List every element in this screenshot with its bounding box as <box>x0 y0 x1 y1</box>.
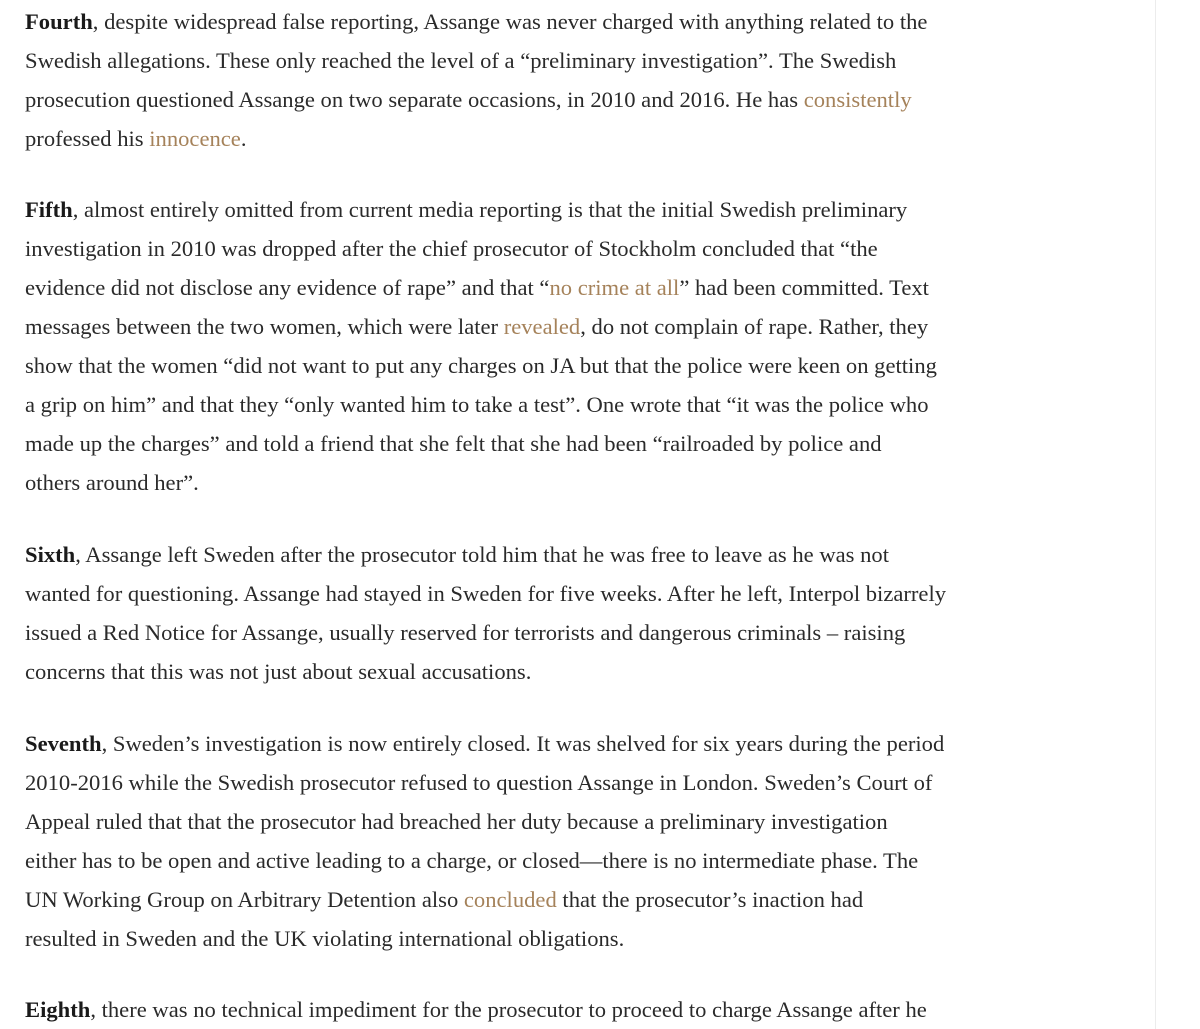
paragraph-lead: Fifth <box>25 197 73 222</box>
paragraph-lead: Eighth <box>25 997 91 1022</box>
paragraph-text: , Sweden’s investigation is now entirely closed. It was shelved for six years during the period 2010-2016 while the Swedish prosecutor refused to question Assange in London. Sweden’s Court of Appeal ruled that that the prosecutor had breached her duty because a preliminary investigation either has to be open and active leading to a charge, or closed—there is no intermediate phase. The UN Working Group on Arbitrary Detention also <box>25 731 945 912</box>
paragraph-text: , despite widespread false reporting, Assange was never charged with anything related to the Swedish allegations. These only reached the level of a “preliminary investigation”. The Swedish prosecution questioned Assange on two separate occasions, in 2010 and 2016. He has <box>25 9 928 112</box>
link-revealed[interactable]: revealed <box>503 314 581 339</box>
link-innocence[interactable]: innocence <box>149 126 241 151</box>
paragraph-text: . <box>240 126 247 151</box>
page-divider <box>1155 0 1156 1029</box>
paragraph-text: , almost entirely omitted from current media reporting is that the initial Swedish preliminary investigation in 2010 was dropped after the chief prosecutor of Stockholm concluded that “the evidence did not disclose any evidence of rape” and that “ <box>25 197 908 300</box>
paragraph-lead: Seventh <box>25 731 102 756</box>
paragraph-text: that the prosecutor’s inaction had resulted in Sweden and the UK violating international obligations. <box>25 887 864 951</box>
paragraph-lead: Sixth <box>25 542 76 567</box>
paragraph-lead: Fourth <box>25 9 93 34</box>
paragraph-text: ” had been committed. Text messages between the two women, which were later <box>25 275 929 339</box>
paragraph-sixth <box>25 535 1150 691</box>
link-concluded[interactable]: concluded <box>463 887 557 912</box>
paragraph-fourth <box>25 2 1150 158</box>
paragraph-seventh <box>25 724 1150 958</box>
paragraph-text: , Assange left Sweden after the prosecutor told him that he was free to leave as he was not wanted for questioning. Assange had stayed in Sweden for five weeks. After he left, Interpol bizarrely issued a Red Notice for Assange, usually reserved for terrorists and dangerous criminals – raising concerns that this was not just about sexual accusations. <box>25 542 947 684</box>
paragraph-eighth <box>25 990 1150 1029</box>
link-no-crime-at-all[interactable]: no crime at all <box>549 275 680 300</box>
paragraph-fifth <box>25 190 1150 502</box>
paragraph-text: , do not complain of rape. Rather, they show that the women “did not want to put any charges on JA but that the police were keen on getting a grip on him” and that they “only wanted him to take a test”. One wrote that “it was the police who made up the charges” and told a friend that she felt that she had been “railroaded by police and others around her”. <box>25 314 937 495</box>
paragraph-text: professed his <box>25 126 144 151</box>
paragraph-text: , there was no technical impediment for the prosecutor to proceed to charge Assange after he <box>90 997 927 1022</box>
link-consistently[interactable]: consistently <box>803 87 912 112</box>
